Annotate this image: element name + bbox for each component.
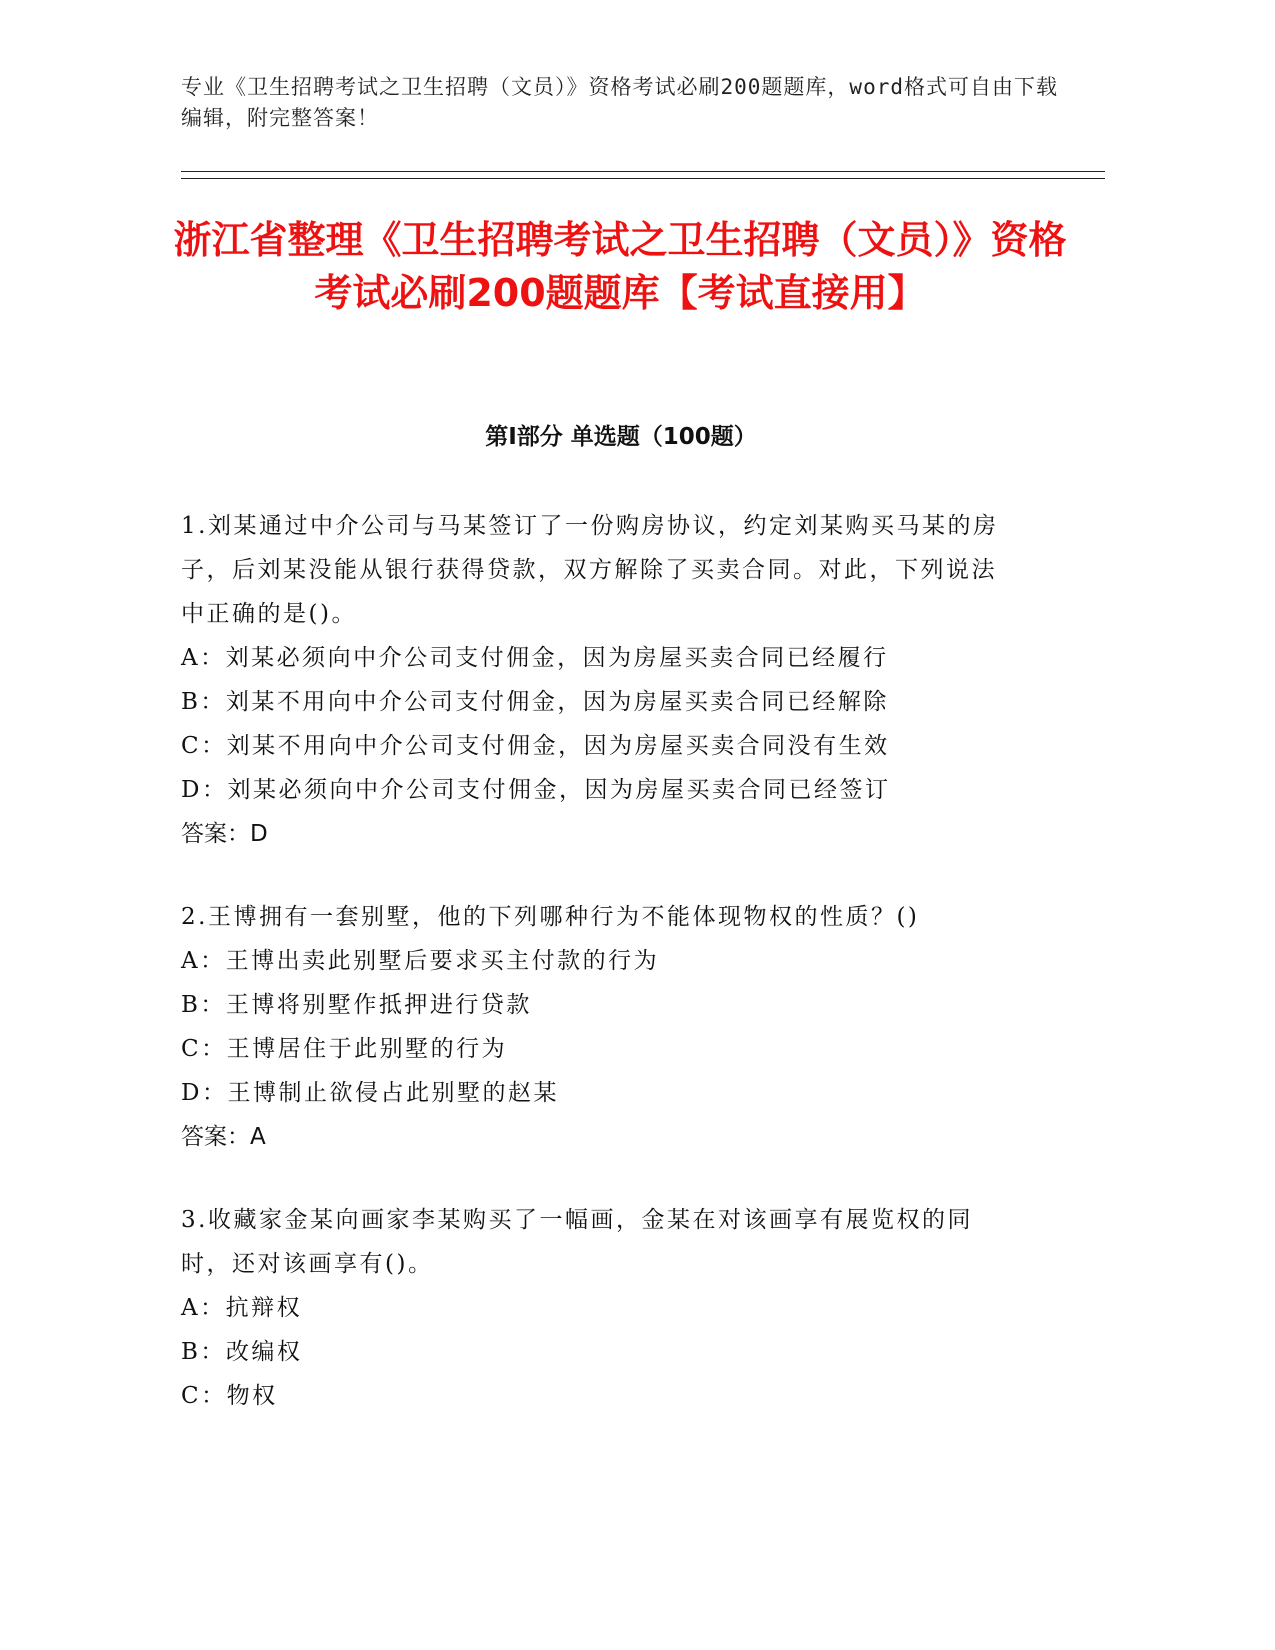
option-c: C：王博居住于此别墅的行为 [181,1036,508,1062]
question-3 [181,1198,1021,1418]
header-divider-bottom [181,178,1105,179]
question-stem: 2.王博拥有一套别墅，他的下列哪种行为不能体现物权的性质？() [181,904,920,930]
option-b: B：改编权 [181,1339,303,1365]
answer: 答案：D [181,821,268,847]
option-a: A：抗辩权 [181,1295,303,1321]
option-a: A：刘某必须向中介公司支付佣金，因为房屋买卖合同已经履行 [181,645,889,671]
option-d: D：刘某必须向中介公司支付佣金，因为房屋买卖合同已经签订 [181,777,891,803]
header-note: 专业《卫生招聘考试之卫生招聘（文员）》资格考试必刷200题题库，word格式可自由下载编辑，附完整答案！ [181,75,1058,130]
question-stem: 1.刘某通过中介公司与马某签订了一份购房协议，约定刘某购买马某的房子，后刘某没能从银行获得贷款，双方解除了买卖合同。对此，下列说法中正确的是()。 [181,513,999,627]
option-b: B：王博将别墅作抵押进行贷款 [181,992,532,1018]
question-stem: 3.收藏家金某向画家李某购买了一幅画，金某在对该画享有展览权的同时，还对该画享有()。 [181,1207,973,1277]
option-a: A：王博出卖此别墅后要求买主付款的行为 [181,948,660,974]
header-divider-top [181,171,1105,172]
document-title: 浙江省整理《卫生招聘考试之卫生招聘（文员）》资格考试必刷200题题库【考试直接用】 [173,218,1067,315]
section-title: 第I部分 单选题（100题） [485,424,757,450]
option-b: B：刘某不用向中介公司支付佣金，因为房屋买卖合同已经解除 [181,689,889,715]
answer: 答案：A [181,1124,266,1150]
question-list [181,504,1021,1457]
option-c: C：刘某不用向中介公司支付佣金，因为房屋买卖合同没有生效 [181,733,890,759]
option-c: C：物权 [181,1383,278,1409]
option-d: D：王博制止欲侵占此别墅的赵某 [181,1080,559,1106]
question-2 [181,895,1021,1159]
question-1 [181,504,1021,856]
